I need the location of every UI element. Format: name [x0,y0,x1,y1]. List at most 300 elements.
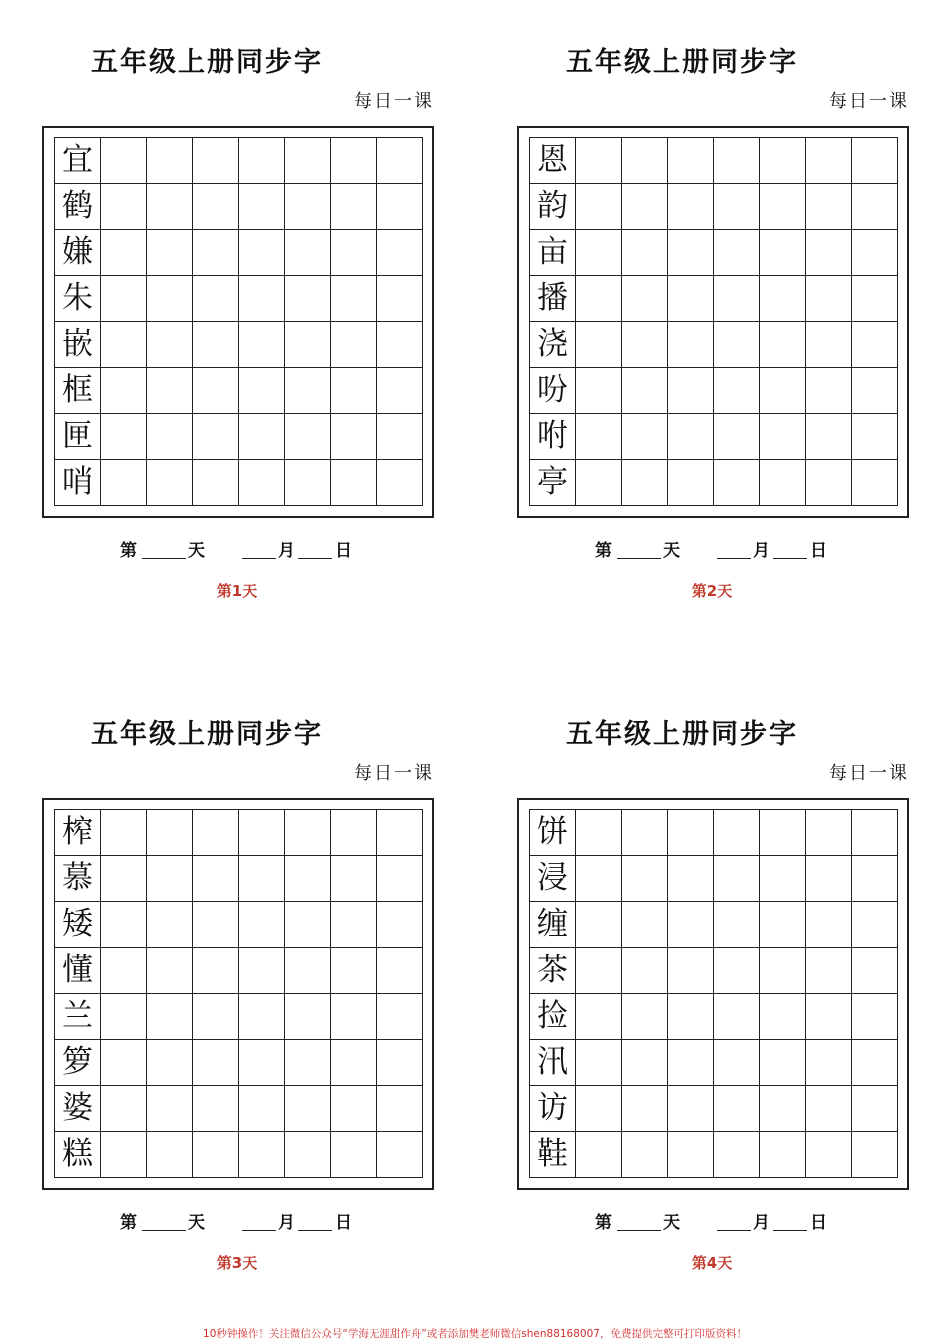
model-character-cell: 朱 [55,276,101,322]
practice-cell[interactable] [760,276,806,322]
practice-cell[interactable] [852,184,898,230]
practice-cell[interactable] [147,230,193,276]
practice-cell[interactable] [714,460,760,506]
practice-cell[interactable] [101,810,147,856]
model-character-cell: 矮 [55,902,101,948]
practice-cell[interactable] [331,1086,377,1132]
practice-grid [529,137,898,506]
practice-cell[interactable] [147,994,193,1040]
worksheet-1 [42,0,442,600]
practice-cell[interactable] [852,810,898,856]
practice-cell[interactable] [285,902,331,948]
day-tag: 第4天 [691,1254,733,1272]
model-character-cell: 恩 [530,138,576,184]
practice-cell[interactable] [193,948,239,994]
practice-cell[interactable] [239,276,285,322]
practice-cell[interactable] [377,368,423,414]
practice-cell[interactable] [377,856,423,902]
date-yue-label: 月 [753,541,770,561]
practice-cell[interactable] [193,1086,239,1132]
practice-cell[interactable] [147,414,193,460]
practice-cell[interactable] [101,414,147,460]
model-character-cell: 框 [55,368,101,414]
practice-cell[interactable] [193,902,239,948]
model-character-cell: 汛 [530,1040,576,1086]
practice-grid [54,137,423,506]
practice-cell[interactable] [576,460,622,506]
sheet-title: 五年级上册同步字 [91,719,323,750]
practice-cell[interactable] [101,230,147,276]
practice-cell[interactable] [576,368,622,414]
model-character-cell: 吩 [530,368,576,414]
practice-cell[interactable] [668,138,714,184]
practice-cell[interactable] [576,948,622,994]
practice-cell[interactable] [377,138,423,184]
practice-cell[interactable] [852,1086,898,1132]
practice-cell[interactable] [852,322,898,368]
practice-cell[interactable] [668,948,714,994]
practice-cell[interactable] [760,902,806,948]
practice-cell[interactable] [101,184,147,230]
practice-cell[interactable] [101,276,147,322]
model-character-cell: 嵌 [55,322,101,368]
footer-note: 10秒钟操作！关注微信公众号“学海无涯甜作舟”或者添加樊老师微信shen88168007，免费提供完整可打印版资料！ [203,1328,747,1340]
practice-cell[interactable] [714,230,760,276]
practice-cell[interactable] [285,1132,331,1178]
practice-cell[interactable] [714,948,760,994]
date-yue-label: 月 [278,541,295,561]
practice-cell[interactable] [147,1086,193,1132]
practice-cell[interactable] [101,368,147,414]
practice-cell[interactable] [576,902,622,948]
practice-cell[interactable] [147,948,193,994]
practice-cell[interactable] [760,414,806,460]
day-tag: 第2天 [691,582,733,600]
date-line [120,1208,420,1234]
model-character-cell: 缠 [530,902,576,948]
practice-cell[interactable] [193,460,239,506]
practice-cell[interactable] [714,856,760,902]
practice-cell[interactable] [285,276,331,322]
practice-cell[interactable] [331,810,377,856]
practice-cell[interactable] [760,948,806,994]
practice-cell[interactable] [668,460,714,506]
practice-cell[interactable] [852,276,898,322]
practice-cell[interactable] [714,1086,760,1132]
model-character-cell: 浇 [530,322,576,368]
practice-cell[interactable] [147,368,193,414]
practice-cell[interactable] [147,1132,193,1178]
practice-cell[interactable] [101,322,147,368]
practice-cell[interactable] [714,1040,760,1086]
day-tag: 第3天 [216,1254,258,1272]
practice-cell[interactable] [852,138,898,184]
practice-cell[interactable] [714,322,760,368]
practice-grid-frame [42,126,434,518]
practice-cell[interactable] [806,856,852,902]
model-character-cell: 糕 [55,1132,101,1178]
practice-grid-frame [517,126,909,518]
practice-cell[interactable] [239,902,285,948]
practice-cell[interactable] [285,414,331,460]
practice-cell[interactable] [622,810,668,856]
practice-cell[interactable] [622,460,668,506]
date-di-label: 第 [120,1213,137,1233]
practice-cell[interactable] [806,1132,852,1178]
model-character-cell: 兰 [55,994,101,1040]
practice-cell[interactable] [714,184,760,230]
practice-cell[interactable] [285,460,331,506]
practice-cell[interactable] [806,184,852,230]
practice-cell[interactable] [806,138,852,184]
date-di-label: 第 [595,541,612,561]
worksheet-3 [42,672,442,1272]
practice-cell[interactable] [239,994,285,1040]
practice-cell[interactable] [193,856,239,902]
practice-cell[interactable] [668,994,714,1040]
date-ri-label: 日 [810,541,827,561]
date-tian-label: 天 [663,1213,680,1233]
model-character-cell: 匣 [55,414,101,460]
practice-cell[interactable] [285,138,331,184]
practice-cell[interactable] [239,1086,285,1132]
practice-cell[interactable] [668,230,714,276]
practice-cell[interactable] [193,276,239,322]
practice-cell[interactable] [714,276,760,322]
model-character-cell: 饼 [530,810,576,856]
practice-cell[interactable] [760,994,806,1040]
practice-cell[interactable] [239,856,285,902]
practice-cell[interactable] [668,414,714,460]
date-blank[interactable] [298,558,332,559]
practice-cell[interactable] [576,1086,622,1132]
practice-cell[interactable] [377,948,423,994]
practice-cell[interactable] [668,810,714,856]
date-ri-label: 日 [335,1213,352,1233]
date-di-label: 第 [120,541,137,561]
practice-cell[interactable] [101,138,147,184]
sheet-subtitle: 每日一课 [354,763,434,784]
practice-cell[interactable] [331,322,377,368]
practice-cell[interactable] [668,368,714,414]
day-number-blank[interactable] [617,558,661,559]
practice-cell[interactable] [147,1040,193,1086]
practice-cell[interactable] [806,230,852,276]
day-number-blank[interactable] [142,558,186,559]
date-tian-label: 天 [188,541,205,561]
practice-cell[interactable] [193,1040,239,1086]
practice-cell[interactable] [852,414,898,460]
practice-grid-frame [517,798,909,1190]
practice-cell[interactable] [377,414,423,460]
sheet-subtitle: 每日一课 [354,91,434,112]
sheet-title: 五年级上册同步字 [91,47,323,78]
month-blank[interactable] [242,1230,276,1231]
practice-cell[interactable] [239,1040,285,1086]
practice-cell[interactable] [147,276,193,322]
practice-cell[interactable] [852,368,898,414]
practice-cell[interactable] [193,184,239,230]
model-character-cell: 鹤 [55,184,101,230]
practice-cell[interactable] [714,902,760,948]
practice-cell[interactable] [668,1086,714,1132]
practice-cell[interactable] [101,856,147,902]
practice-cell[interactable] [760,368,806,414]
practice-cell[interactable] [576,810,622,856]
practice-cell[interactable] [668,1040,714,1086]
practice-cell[interactable] [101,1040,147,1086]
model-character-cell: 访 [530,1086,576,1132]
month-blank[interactable] [242,558,276,559]
practice-cell[interactable] [285,322,331,368]
model-character-cell: 浸 [530,856,576,902]
practice-cell[interactable] [576,138,622,184]
practice-cell[interactable] [576,184,622,230]
sheet-subtitle: 每日一课 [829,763,909,784]
practice-cell[interactable] [377,902,423,948]
practice-cell[interactable] [622,230,668,276]
practice-cell[interactable] [377,1086,423,1132]
practice-cell[interactable] [377,994,423,1040]
practice-cell[interactable] [806,948,852,994]
practice-cell[interactable] [147,460,193,506]
practice-cell[interactable] [239,460,285,506]
model-character-cell: 嫌 [55,230,101,276]
practice-cell[interactable] [193,138,239,184]
sheet-title: 五年级上册同步字 [566,47,798,78]
practice-cell[interactable] [714,138,760,184]
practice-cell[interactable] [622,322,668,368]
practice-cell[interactable] [852,856,898,902]
practice-cell[interactable] [806,1086,852,1132]
practice-cell[interactable] [239,414,285,460]
practice-cell[interactable] [193,1132,239,1178]
practice-cell[interactable] [668,902,714,948]
practice-cell[interactable] [852,948,898,994]
practice-cell[interactable] [101,948,147,994]
model-character-cell: 韵 [530,184,576,230]
practice-cell[interactable] [147,138,193,184]
practice-cell[interactable] [331,1040,377,1086]
model-character-cell: 哨 [55,460,101,506]
practice-cell[interactable] [285,856,331,902]
practice-cell[interactable] [193,414,239,460]
practice-cell[interactable] [622,368,668,414]
practice-cell[interactable] [101,1132,147,1178]
month-blank[interactable] [717,558,751,559]
practice-cell[interactable] [806,810,852,856]
practice-cell[interactable] [285,184,331,230]
practice-cell[interactable] [101,1086,147,1132]
worksheet-2 [517,0,917,600]
practice-cell[interactable] [147,322,193,368]
practice-cell[interactable] [576,230,622,276]
practice-cell[interactable] [193,810,239,856]
practice-cell[interactable] [377,1040,423,1086]
date-blank[interactable] [773,558,807,559]
practice-cell[interactable] [668,856,714,902]
practice-cell[interactable] [576,1040,622,1086]
practice-cell[interactable] [331,138,377,184]
practice-cell[interactable] [147,856,193,902]
model-character-cell: 宜 [55,138,101,184]
date-line [120,536,420,562]
practice-cell[interactable] [806,902,852,948]
practice-cell[interactable] [622,1040,668,1086]
sheet-title: 五年级上册同步字 [566,719,798,750]
practice-cell[interactable] [101,902,147,948]
practice-cell[interactable] [622,1132,668,1178]
practice-cell[interactable] [239,230,285,276]
practice-cell[interactable] [331,414,377,460]
practice-cell[interactable] [239,138,285,184]
practice-cell[interactable] [285,1086,331,1132]
month-blank[interactable] [717,1230,751,1231]
practice-cell[interactable] [193,994,239,1040]
practice-cell[interactable] [760,810,806,856]
practice-cell[interactable] [101,994,147,1040]
practice-cell[interactable] [806,368,852,414]
practice-cell[interactable] [101,460,147,506]
practice-cell[interactable] [760,184,806,230]
practice-cell[interactable] [193,368,239,414]
practice-cell[interactable] [852,460,898,506]
model-character-cell: 亭 [530,460,576,506]
practice-cell[interactable] [622,856,668,902]
practice-cell[interactable] [285,810,331,856]
practice-cell[interactable] [239,184,285,230]
practice-cell[interactable] [622,276,668,322]
practice-cell[interactable] [714,810,760,856]
practice-cell[interactable] [147,184,193,230]
practice-cell[interactable] [668,1132,714,1178]
practice-cell[interactable] [668,184,714,230]
practice-cell[interactable] [285,994,331,1040]
practice-cell[interactable] [852,1132,898,1178]
practice-cell[interactable] [806,460,852,506]
practice-cell[interactable] [285,948,331,994]
worksheet-4 [517,672,917,1272]
date-tian-label: 天 [188,1213,205,1233]
practice-cell[interactable] [331,368,377,414]
practice-cell[interactable] [806,994,852,1040]
practice-cell[interactable] [285,230,331,276]
practice-cell[interactable] [239,1132,285,1178]
practice-cell[interactable] [806,1040,852,1086]
practice-cell[interactable] [576,1132,622,1178]
practice-cell[interactable] [331,856,377,902]
day-number-blank[interactable] [617,1230,661,1231]
practice-cell[interactable] [806,414,852,460]
practice-cell[interactable] [622,994,668,1040]
practice-cell[interactable] [193,230,239,276]
practice-cell[interactable] [622,138,668,184]
practice-cell[interactable] [331,460,377,506]
date-yue-label: 月 [753,1213,770,1233]
practice-cell[interactable] [622,948,668,994]
practice-cell[interactable] [331,902,377,948]
practice-cell[interactable] [377,810,423,856]
practice-cell[interactable] [760,1040,806,1086]
date-di-label: 第 [595,1213,612,1233]
model-character-cell: 婆 [55,1086,101,1132]
practice-cell[interactable] [852,994,898,1040]
practice-cell[interactable] [377,276,423,322]
practice-cell[interactable] [193,322,239,368]
date-blank[interactable] [298,1230,332,1231]
model-character-cell: 慕 [55,856,101,902]
model-character-cell: 茶 [530,948,576,994]
practice-cell[interactable] [377,322,423,368]
practice-cell[interactable] [239,948,285,994]
practice-cell[interactable] [331,276,377,322]
practice-cell[interactable] [668,276,714,322]
practice-cell[interactable] [806,322,852,368]
day-number-blank[interactable] [142,1230,186,1231]
practice-cell[interactable] [239,368,285,414]
practice-cell[interactable] [331,230,377,276]
date-blank[interactable] [773,1230,807,1231]
practice-cell[interactable] [285,368,331,414]
date-yue-label: 月 [278,1213,295,1233]
practice-cell[interactable] [576,276,622,322]
practice-cell[interactable] [668,322,714,368]
practice-cell[interactable] [760,230,806,276]
practice-cell[interactable] [622,1086,668,1132]
sheet-subtitle: 每日一课 [829,91,909,112]
practice-cell[interactable] [622,902,668,948]
practice-cell[interactable] [714,368,760,414]
day-tag: 第1天 [216,582,258,600]
practice-cell[interactable] [147,810,193,856]
practice-cell[interactable] [714,1132,760,1178]
practice-cell[interactable] [760,1132,806,1178]
practice-cell[interactable] [576,994,622,1040]
practice-cell[interactable] [239,810,285,856]
practice-cell[interactable] [760,1086,806,1132]
practice-cell[interactable] [576,414,622,460]
practice-cell[interactable] [377,460,423,506]
practice-cell[interactable] [239,322,285,368]
practice-cell[interactable] [760,138,806,184]
practice-cell[interactable] [331,948,377,994]
date-line [595,1208,895,1234]
practice-cell[interactable] [852,902,898,948]
practice-cell[interactable] [622,414,668,460]
practice-cell[interactable] [331,1132,377,1178]
practice-cell[interactable] [760,322,806,368]
practice-cell[interactable] [331,184,377,230]
practice-cell[interactable] [377,230,423,276]
model-character-cell: 榨 [55,810,101,856]
practice-cell[interactable] [285,1040,331,1086]
practice-cell[interactable] [622,184,668,230]
practice-cell[interactable] [806,276,852,322]
practice-cell[interactable] [147,902,193,948]
practice-cell[interactable] [377,184,423,230]
practice-cell[interactable] [377,1132,423,1178]
practice-cell[interactable] [852,1040,898,1086]
practice-cell[interactable] [714,414,760,460]
practice-cell[interactable] [576,856,622,902]
practice-cell[interactable] [852,230,898,276]
practice-cell[interactable] [760,856,806,902]
date-ri-label: 日 [335,541,352,561]
practice-cell[interactable] [576,322,622,368]
practice-cell[interactable] [714,994,760,1040]
practice-cell[interactable] [331,994,377,1040]
practice-cell[interactable] [760,460,806,506]
